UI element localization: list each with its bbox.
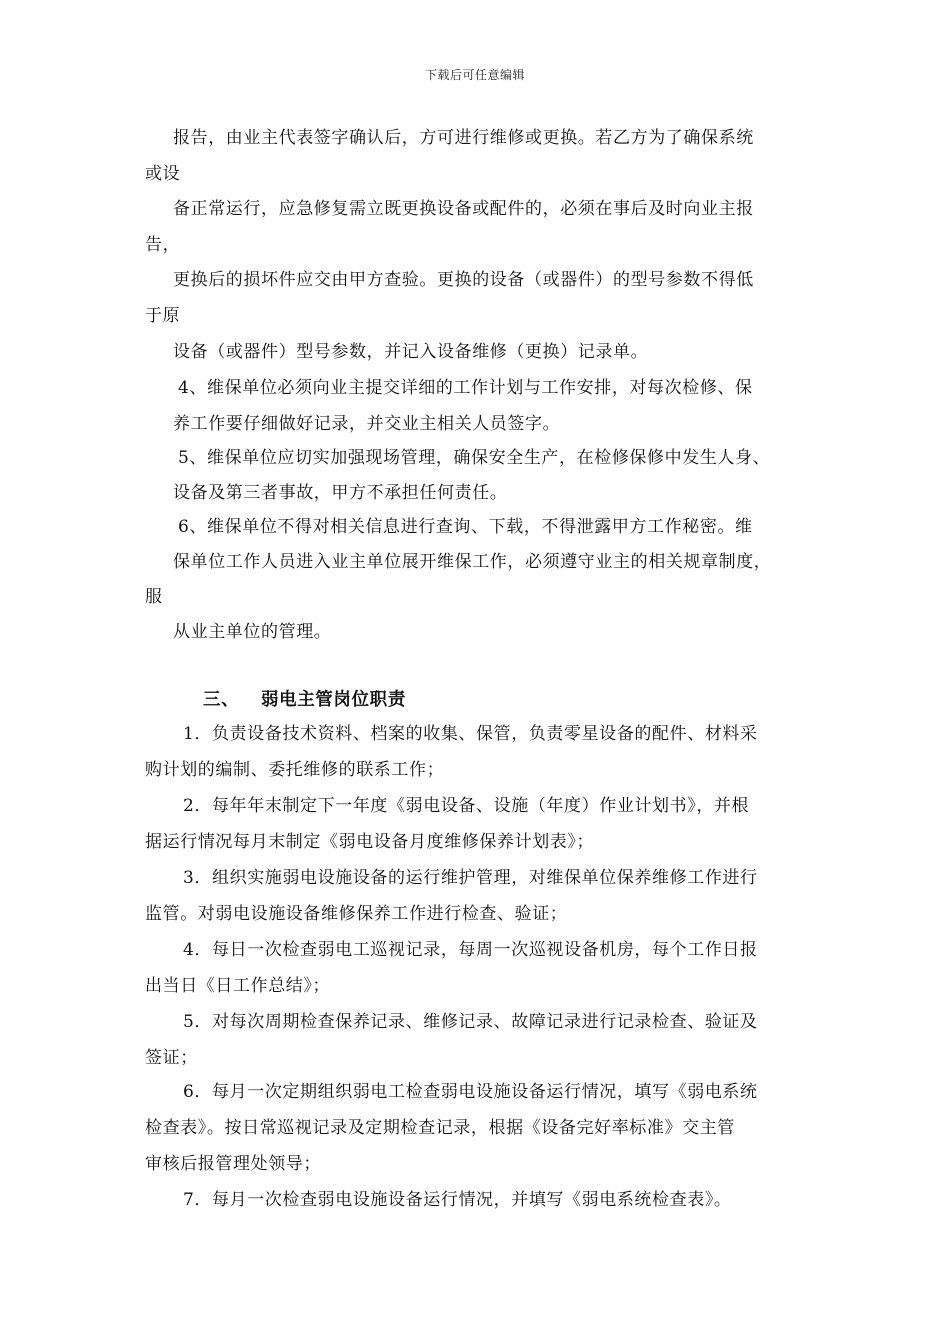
- text-line: 5、维保单位应切实加强现场管理，确保安全生产，在检修保修中发生人身、: [178, 448, 771, 468]
- list-item-line: 审核后报管理处领导；: [145, 1154, 321, 1174]
- list-item-line: 4．每日一次检查弱电工巡视记录，每周一次巡视设备机房，每个工作日报: [183, 940, 758, 960]
- text-line: 于原: [145, 306, 181, 326]
- section-heading: [203, 688, 406, 712]
- list-item-line: 5．对每次周期检查保养记录、维修记录、故障记录进行记录检查、验证及: [183, 1012, 758, 1032]
- section-title: 弱电主管岗位职责: [261, 690, 406, 710]
- text-line: 6、维保单位不得对相关信息进行查询、下载，不得泄露甲方工作秘密。维: [178, 517, 753, 537]
- list-item-line: 1．负责设备技术资料、档案的收集、保管，负责零星设备的配件、材料采: [183, 724, 758, 744]
- list-item-line: 监管。对弱电设施设备维修保养工作进行检查、验证；: [145, 904, 568, 924]
- list-item-line: 购计划的编制、委托维修的联系工作；: [145, 760, 445, 780]
- text-line: 告，: [145, 235, 181, 255]
- list-item-line: 2．每年年末制定下一年度《弱电设备、设施（年度）作业计划书》，并根: [183, 796, 750, 816]
- list-item-line: 出当日《日工作总结》；: [145, 976, 331, 996]
- list-item-line: 检查表》。按日常巡视记录及定期检查记录，根据《设备完好率标准》交主管: [145, 1118, 735, 1138]
- list-item-line: 据运行情况每月末制定《弱电设备月度维修保养计划表》；: [145, 832, 595, 852]
- text-line: 报告，由业主代表签字确认后，方可进行维修或更换。若乙方为了确保系统: [173, 128, 754, 148]
- text-line: 更换后的损坏件应交由甲方查验。更换的设备（或器件）的型号参数不得低: [173, 270, 754, 290]
- page-header: 下载后可任意编辑: [424, 68, 525, 82]
- text-line: 服: [145, 587, 163, 607]
- list-item-line: 3．组织实施弱电设施设备的运行维护管理，对维保单位保养维修工作进行: [183, 868, 758, 888]
- text-line: 设备（或器件）型号参数，并记入设备维修（更换）记录单。: [173, 342, 649, 362]
- list-item-line: 7．每月一次检查弱电设施设备运行情况，并填写《弱电系统检查表》。: [183, 1190, 732, 1210]
- text-line: 保单位工作人员进入业主单位展开维保工作，必须遵守业主的相关规章制度，: [173, 552, 772, 572]
- list-item-line: 6．每月一次定期组织弱电工检查弱电设施设备运行情况，填写《弱电系统: [183, 1082, 758, 1102]
- section-number: 三、: [203, 690, 240, 710]
- list-item-line: 签证；: [145, 1048, 198, 1068]
- text-line: 或设: [145, 164, 181, 184]
- text-line: 设备及第三者事故，甲方不承担任何责任。: [173, 483, 508, 503]
- text-line: 养工作要仔细做好记录，并交业主相关人员签字。: [173, 414, 561, 434]
- text-line: 备正常运行，应急修复需立既更换设备或配件的，必须在事后及时向业主报: [173, 199, 754, 219]
- text-line: 从业主单位的管理。: [173, 622, 332, 642]
- text-line: 4、维保单位必须向业主提交详细的工作计划与工作安排，对每次检修、保: [178, 378, 753, 398]
